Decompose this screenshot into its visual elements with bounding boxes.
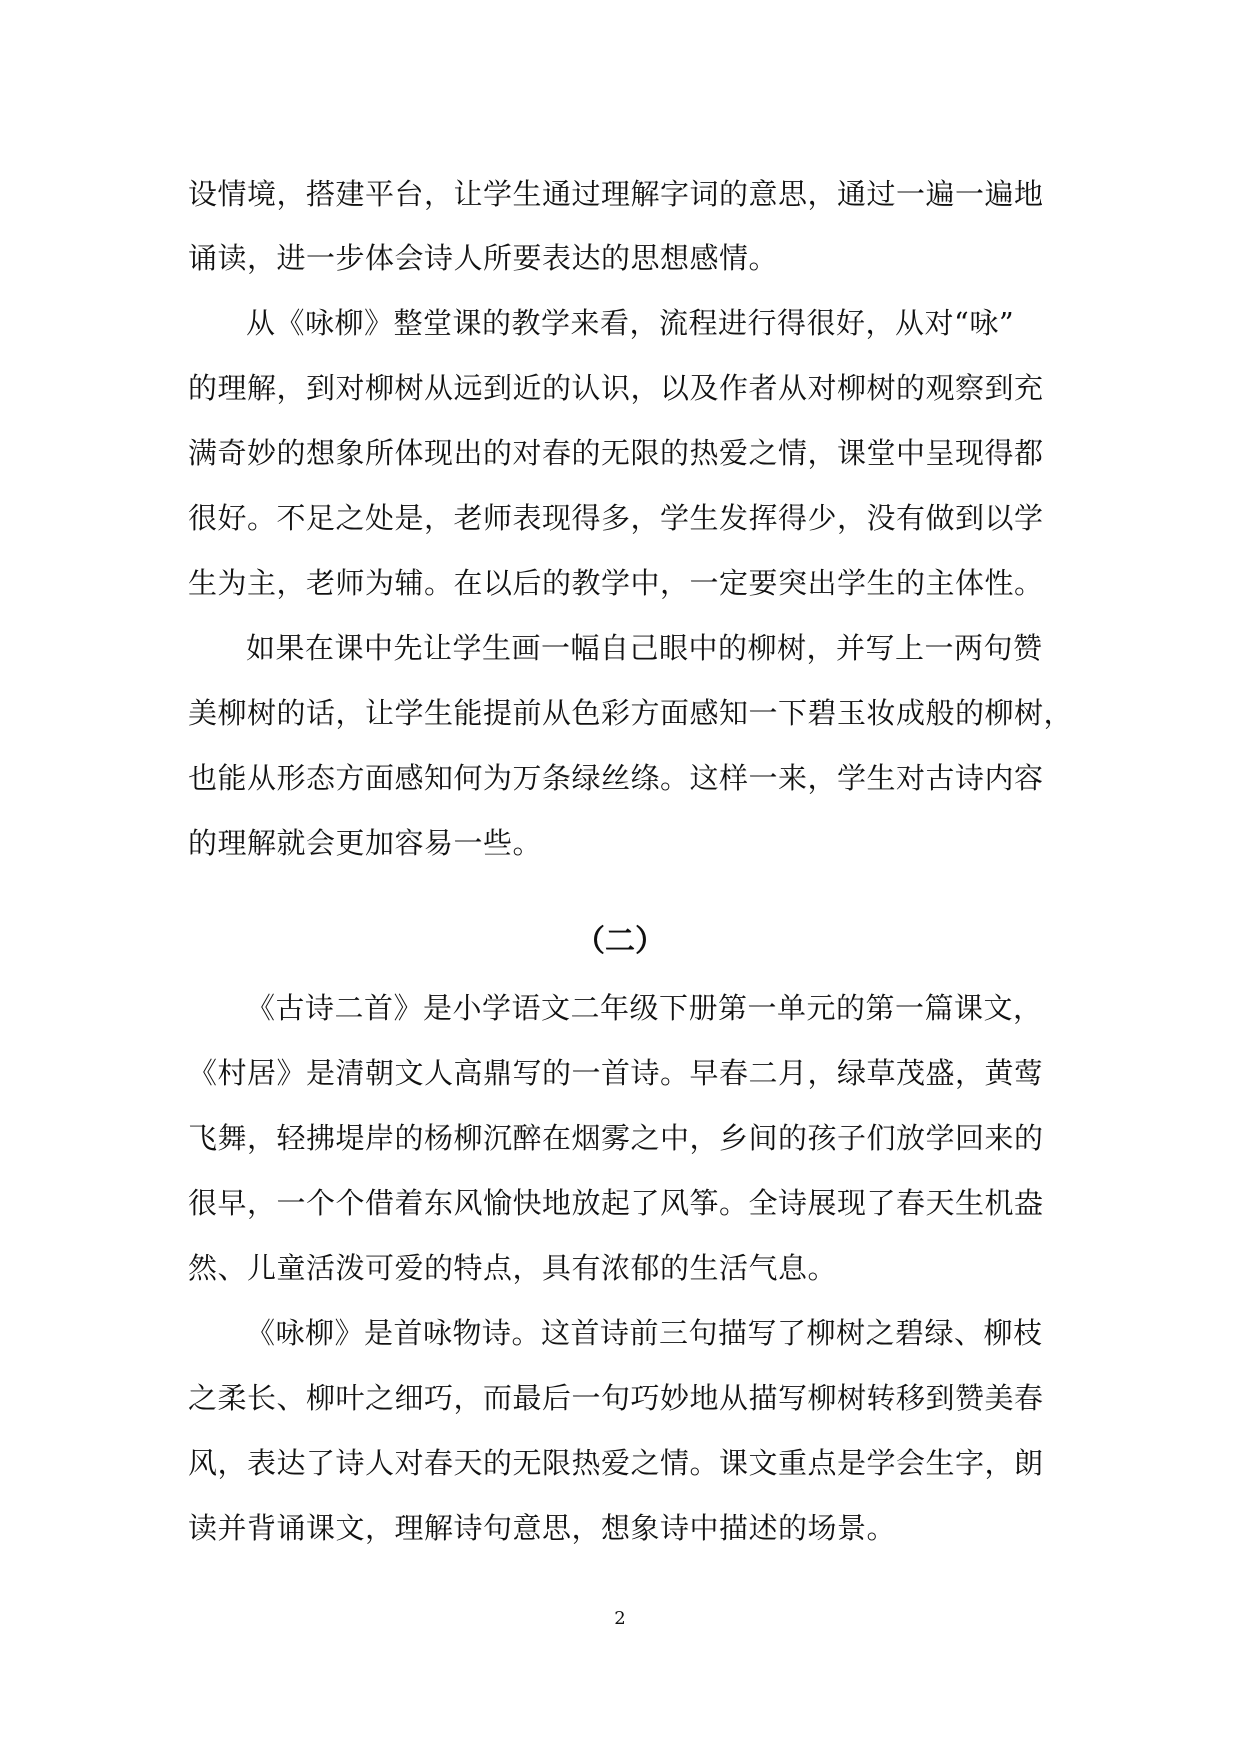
paragraph-2-line-5: 生为主，老师为辅。在以后的教学中，一定要突出学生的主体性。	[188, 566, 1044, 600]
section-paragraph-1-line-4: 很早，一个个借着东风愉快地放起了风筝。全诗展现了春天生机盎	[188, 1186, 1044, 1220]
section-paragraph-2-line-3: 风，表达了诗人对春天的无限热爱之情。课文重点是学会生字，朗	[188, 1446, 1044, 1480]
paragraph-3-line-2: 美柳树的话，让学生能提前从色彩方面感知一下碧玉妆成般的柳树，	[188, 696, 1074, 730]
section-paragraph-2-line-4: 读并背诵课文，理解诗句意思，想象诗中描述的场景。	[188, 1511, 897, 1545]
section-paragraph-1-line-5: 然、儿童活泼可爱的特点，具有浓郁的生活气息。	[188, 1251, 838, 1285]
page-number: 2	[614, 1608, 626, 1629]
section-paragraph-2-line-1: 《咏柳》是首咏物诗。这首诗前三句描写了柳树之碧绿、柳枝	[246, 1316, 1043, 1350]
section-paragraph-2-line-2: 之柔长、柳叶之细巧，而最后一句巧妙地从描写柳树转移到赞美春	[188, 1381, 1044, 1415]
paragraph-1-line-2: 诵读，进一步体会诗人所要表达的思想感情。	[188, 241, 779, 275]
section-paragraph-1-line-2: 《村居》是清朝文人高鼎写的一首诗。早春二月，绿草茂盛，黄莺	[188, 1056, 1044, 1090]
paragraph-3-line-3: 也能从形态方面感知何为万条绿丝绦。这样一来，学生对古诗内容	[188, 761, 1044, 795]
paragraph-2-line-3: 满奇妙的想象所体现出的对春的无限的热爱之情，课堂中呈现得都	[188, 436, 1044, 470]
section-heading: （二）	[575, 924, 665, 959]
section-paragraph-1-line-3: 飞舞，轻拂堤岸的杨柳沉醉在烟雾之中，乡间的孩子们放学回来的	[188, 1121, 1044, 1155]
paragraph-3-line-1: 如果在课中先让学生画一幅自己眼中的柳树，并写上一两句赞	[246, 631, 1043, 665]
paragraph-3-line-4: 的理解就会更加容易一些。	[188, 826, 543, 860]
paragraph-2-line-4: 很好。不足之处是，老师表现得多，学生发挥得少，没有做到以学	[188, 501, 1044, 535]
paragraph-2-line-1: 从《咏柳》整堂课的教学来看，流程进行得很好，从对“咏”	[246, 306, 1015, 340]
section-paragraph-1-line-1: 《古诗二首》是小学语文二年级下册第一单元的第一篇课文，	[246, 991, 1043, 1025]
paragraph-1-line-1: 设情境，搭建平台，让学生通过理解字词的意思，通过一遍一遍地	[188, 177, 1044, 211]
paragraph-2-line-2: 的理解，到对柳树从远到近的认识，以及作者从对柳树的观察到充	[188, 371, 1044, 405]
